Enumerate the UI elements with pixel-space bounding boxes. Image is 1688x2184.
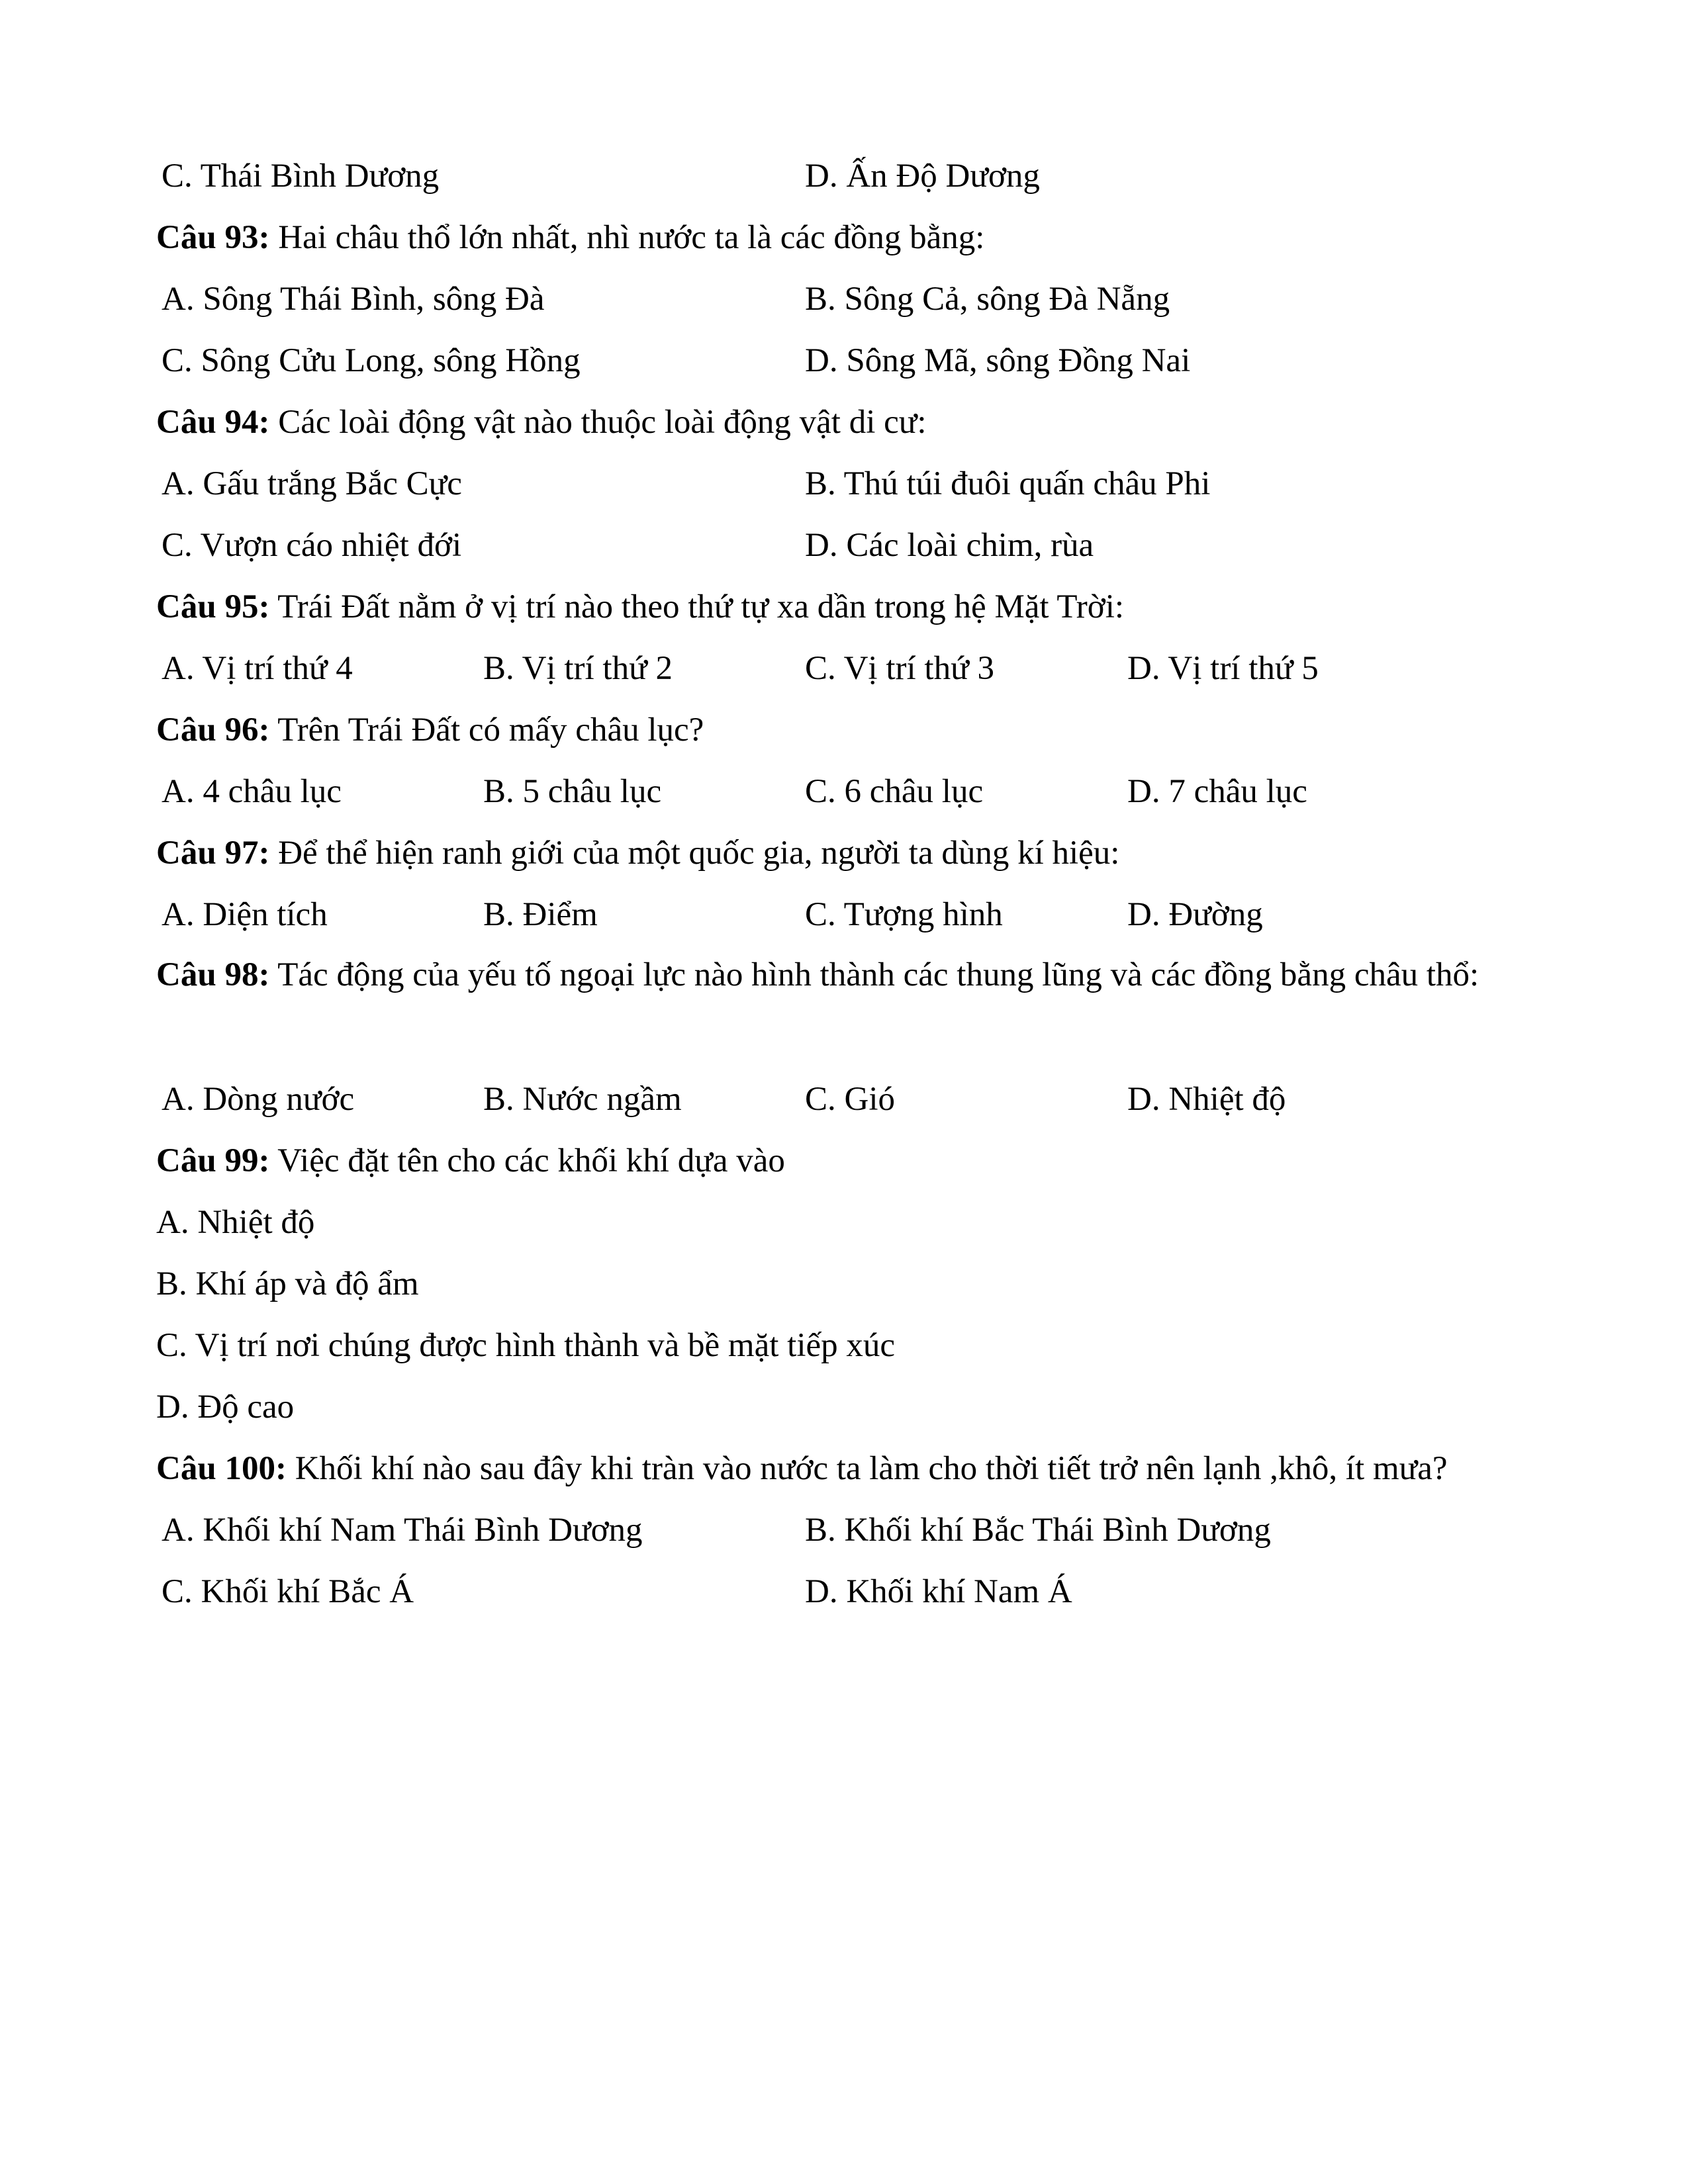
option-c: C. Khối khí Bắc Á — [162, 1573, 414, 1610]
question-label: Câu 96: — [156, 711, 270, 749]
question-label: Câu 94: — [156, 404, 270, 441]
option-c: C. Tượng hình — [805, 896, 1003, 933]
question-label: Câu 100: — [156, 1450, 287, 1487]
option-d: D. Độ cao — [156, 1388, 295, 1426]
question-98 — [156, 944, 1533, 1006]
question-text: Trên Trái Đất có mấy châu lục? — [269, 711, 704, 749]
question-label: Câu 93: — [156, 219, 270, 256]
option-b: B. Vị trí thứ 2 — [483, 650, 673, 687]
option-c: C. Gió — [805, 1081, 896, 1118]
option-c: C. 6 châu lục — [805, 773, 984, 810]
question-text: Các loài động vật nào thuộc loài động vật di cư: — [269, 404, 927, 441]
option-d: D. Vị trí thứ 5 — [1127, 650, 1319, 687]
question-94 — [156, 402, 1540, 442]
option-a: A. 4 châu lục — [162, 773, 342, 810]
option-a: A. Sông Thái Bình, sông Đà — [162, 281, 545, 318]
option-d: D. Các loài chim, rùa — [805, 527, 1094, 564]
question-99 — [156, 1141, 1540, 1181]
question-text: Để thể hiện ranh giới của một quốc gia, người ta dùng kí hiệu: — [269, 835, 1120, 872]
option-d: D. Đường — [1127, 896, 1263, 933]
option-a: A. Dòng nước — [162, 1081, 355, 1118]
question-100 — [156, 1449, 1540, 1488]
option-a: A. Vị trí thứ 4 — [162, 650, 353, 687]
option-a: A. Nhiệt độ — [156, 1204, 315, 1241]
question-label: Câu 99: — [156, 1142, 270, 1179]
question-label: Câu 97: — [156, 835, 270, 872]
option-d: D. Khối khí Nam Á — [805, 1573, 1072, 1610]
option-b: B. Điểm — [483, 896, 598, 933]
question-text: Tác động của yếu tố ngoại lực nào hình thành các thung lũng và các đồng bằng châu thổ: — [269, 956, 1479, 993]
question-95 — [156, 587, 1540, 627]
option-b: B. Sông Cả, sông Đà Nẵng — [805, 281, 1170, 318]
option-d: D. Sông Mã, sông Đồng Nai — [805, 342, 1191, 379]
option-a: A. Diện tích — [162, 896, 328, 933]
question-text: Khối khí nào sau đây khi tràn vào nước ta làm cho thời tiết trở nên lạnh ,khô, ít mưa? — [286, 1450, 1448, 1487]
option-c: C. Vượn cáo nhiệt đới — [162, 527, 462, 564]
option-c: C. Thái Bình Dương — [162, 158, 440, 195]
option-d: D. 7 châu lục — [1127, 773, 1307, 810]
question-text: Việc đặt tên cho các khối khí dựa vào — [269, 1142, 785, 1179]
question-label: Câu 95: — [156, 588, 270, 625]
question-text: Hai châu thổ lớn nhất, nhì nước ta là các đồng bằng: — [269, 219, 985, 256]
option-a: A. Khối khí Nam Thái Bình Dương — [162, 1512, 643, 1549]
question-93 — [156, 218, 1540, 257]
option-a: A. Gấu trắng Bắc Cực — [162, 465, 462, 502]
option-d: D. Ấn Độ Dương — [805, 158, 1040, 195]
option-c: C. Sông Cửu Long, sông Hồng — [162, 342, 581, 379]
question-96 — [156, 710, 1540, 750]
option-b: B. Nước ngầm — [483, 1081, 682, 1118]
option-b: B. 5 châu lục — [483, 773, 662, 810]
option-d: D. Nhiệt độ — [1127, 1081, 1286, 1118]
question-text: Trái Đất nằm ở vị trí nào theo thứ tự xa dần trong hệ Mặt Trời: — [269, 588, 1125, 625]
option-c: C. Vị trí thứ 3 — [805, 650, 994, 687]
option-b: B. Khối khí Bắc Thái Bình Dương — [805, 1512, 1271, 1549]
option-b: B. Thú túi đuôi quấn châu Phi — [805, 465, 1211, 502]
question-97 — [156, 833, 1540, 873]
option-b: B. Khí áp và độ ẩm — [156, 1265, 419, 1302]
question-label: Câu 98: — [156, 956, 270, 993]
option-c: C. Vị trí nơi chúng được hình thành và bề mặt tiếp xúc — [156, 1327, 896, 1364]
